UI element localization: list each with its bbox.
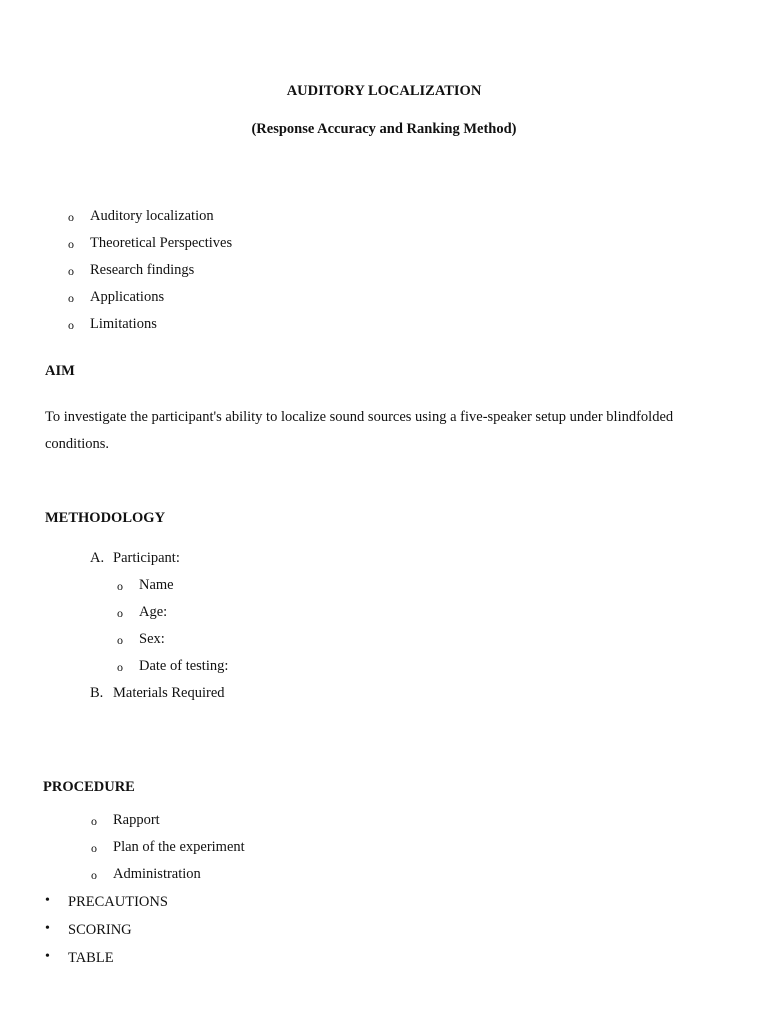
list-bullet-icon: o bbox=[117, 633, 123, 647]
bullet-dot-icon: • bbox=[45, 921, 50, 936]
list-bullet-icon: o bbox=[91, 814, 97, 828]
list-item: Theoretical Perspectives bbox=[90, 235, 233, 251]
list-item: Research findings bbox=[90, 262, 195, 278]
list-bullet-icon: o bbox=[117, 579, 123, 593]
aim-text: To investigate the participant's ability to localize sound sources using a five-speaker setup under blindfolded conditions. bbox=[45, 409, 674, 452]
list-item: Name bbox=[139, 577, 174, 593]
list-marker: B. bbox=[90, 685, 104, 701]
list-bullet-icon: o bbox=[91, 841, 97, 855]
list-bullet-icon: o bbox=[68, 210, 74, 224]
list-bullet-icon: o bbox=[68, 237, 74, 251]
bullet-dot-icon: • bbox=[45, 893, 50, 908]
section-precautions: PRECAUTIONS bbox=[68, 894, 168, 910]
aim-heading: AIM bbox=[45, 363, 75, 379]
document-subtitle: (Response Accuracy and Ranking Method) bbox=[251, 121, 517, 137]
list-item: Auditory localization bbox=[90, 208, 214, 224]
list-item: Sex: bbox=[139, 631, 165, 647]
list-item: Participant: bbox=[113, 550, 180, 566]
list-item: Administration bbox=[113, 866, 201, 882]
list-item: Date of testing: bbox=[139, 658, 229, 674]
procedure-heading: PROCEDURE bbox=[43, 779, 135, 795]
list-bullet-icon: o bbox=[68, 291, 74, 305]
list-bullet-icon: o bbox=[68, 318, 74, 332]
bullet-dot-icon: • bbox=[45, 949, 50, 964]
document-title: AUDITORY LOCALIZATION bbox=[286, 83, 482, 99]
section-table: TABLE bbox=[68, 950, 114, 966]
list-item: Plan of the experiment bbox=[113, 839, 245, 855]
list-bullet-icon: o bbox=[91, 868, 97, 882]
section-scoring: SCORING bbox=[68, 922, 132, 938]
list-marker: A. bbox=[90, 550, 105, 566]
list-item: Rapport bbox=[113, 812, 160, 828]
list-bullet-icon: o bbox=[68, 264, 74, 278]
list-bullet-icon: o bbox=[117, 606, 123, 620]
list-item: Applications bbox=[90, 289, 165, 305]
list-bullet-icon: o bbox=[117, 660, 123, 674]
list-item: Age: bbox=[139, 604, 168, 620]
list-item: Limitations bbox=[90, 316, 157, 332]
methodology-heading: METHODOLOGY bbox=[45, 510, 166, 526]
list-item: Materials Required bbox=[113, 685, 225, 701]
